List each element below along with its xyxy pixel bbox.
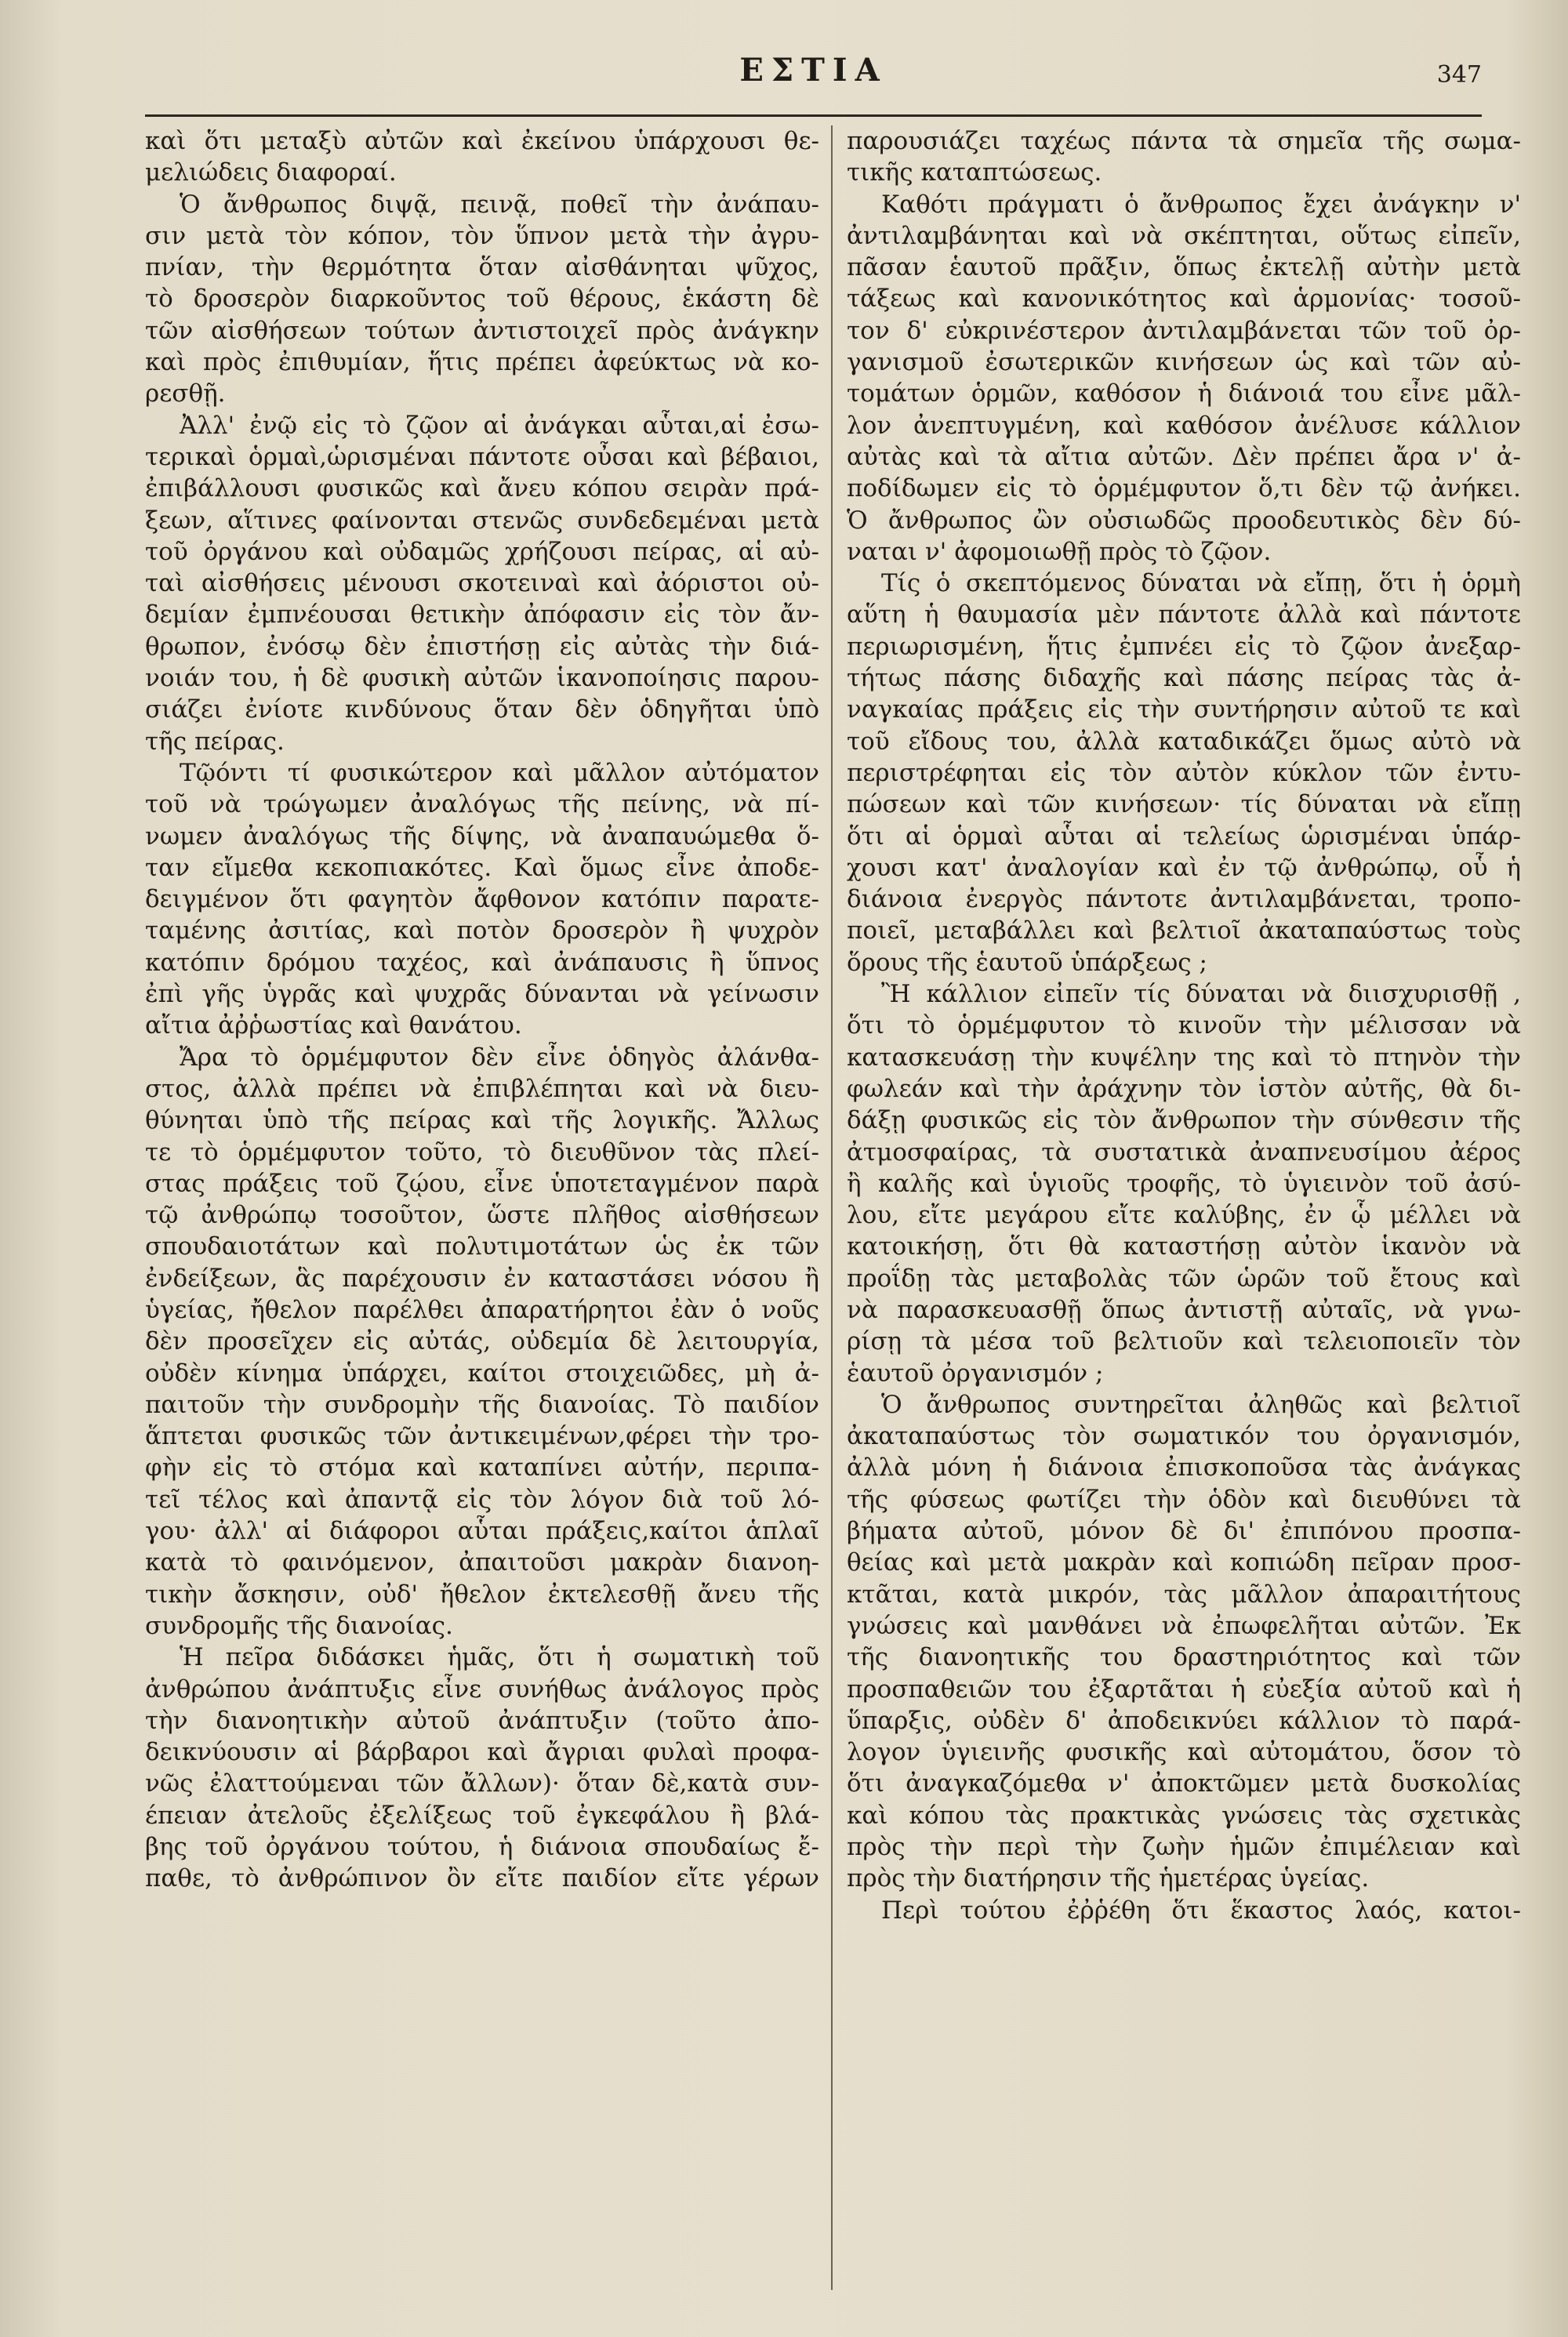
text-line: ποδίδωμεν εἰς τὸ ὁρμέμφυτον ὅ,τι δὲν τῷ ἀνήκει.	[847, 474, 1521, 503]
text-line: δάξῃ φυσικῶς εἰς τὸν ἄνθρωπον τὴν σύνθεσιν τῆς	[847, 1106, 1521, 1135]
text-line: καὶ ὅτι μεταξὺ αὐτῶν καὶ ἐκείνου ὑπάρχουσι θε-	[145, 127, 819, 155]
text-line: στος, ἀλλὰ πρέπει νὰ ἐπιβλέπηται καὶ νὰ διευ-	[145, 1074, 819, 1103]
text-line: αὐτὰς καὶ τὰ αἴτια αὐτῶν. Δὲν πρέπει ἄρα ν' ἀ-	[847, 442, 1521, 471]
text-line: ὅτι αἱ ὁρμαὶ αὗται αἱ τελείως ὡρισμέναι ὑπάρ-	[847, 822, 1521, 851]
text-line: ὕπαρξις, οὐδὲν δ' ἀποδεικνύει κάλλιον τὸ παρά-	[847, 1706, 1521, 1735]
text-line: φὴν εἰς τὸ στόμα καὶ καταπίνει αὐτήν, περιπα-	[145, 1453, 819, 1482]
text-line: ἑαυτοῦ ὀργανισμόν ;	[847, 1359, 1104, 1388]
text-line: καὶ κόπου τὰς πρακτικὰς γνώσεις τὰς σχετικὰς	[847, 1801, 1521, 1830]
text-line: οὐδὲν κίνημα ὑπάρχει, καίτοι στοιχειῶδες, μὴ ἀ-	[145, 1359, 819, 1388]
text-line: ὅτι ἀναγκαζόμεθα ν' ἀποκτῶμεν μετὰ δυσκολίας	[847, 1769, 1521, 1798]
text-line: Ἢ κάλλιον εἰπεῖν τίς δύναται νὰ διισχυρισθῇ ,	[881, 980, 1521, 1009]
text-line: πᾶσαν ἑαυτοῦ πρᾶξιν, ὅπως ἐκτελῇ αὐτὴν μετὰ	[847, 253, 1521, 282]
text-line: θρωπον, ἐνόσῳ δὲν ἐπιστήσῃ εἰς αὐτὰς τὴν διά-	[145, 632, 819, 661]
journal-title: ΕΣΤΙΑ	[739, 52, 887, 89]
text-line: ξεων, αἵτινες φαίνονται στενῶς συνδεδεμέναι μετὰ	[145, 506, 819, 535]
text-line: σπουδαιοτάτων καὶ πολυτιμοτάτων ὡς ἐκ τῶν	[145, 1232, 819, 1261]
text-line: χουσι κατ' ἀναλογίαν καὶ ἐν τῷ ἀνθρώπῳ, οὗ ἡ	[847, 853, 1521, 882]
text-line: τῶν αἰσθήσεων τούτων ἀντιστοιχεῖ πρὸς ἀνάγκην	[145, 316, 819, 345]
text-line: πρὸς τὴν διατήρησιν τῆς ἡμετέρας ὑγείας.	[847, 1864, 1370, 1893]
text-line: ρεσθῇ.	[145, 379, 226, 408]
text-line: παρουσιάζει ταχέως πάντα τὰ σημεῖα τῆς σωμα-	[847, 127, 1521, 155]
text-line: τεῖ τέλος καὶ ἀπαντᾷ εἰς τὸν λόγον διὰ τοῦ λό-	[145, 1485, 819, 1514]
text-line: σιάζει ἐνίοτε κινδύνους ὅταν δὲν ὁδηγῆται ὑπὸ	[145, 695, 819, 724]
text-line: τῆς διανοητικῆς του δραστηριότητος καὶ τῶν	[847, 1643, 1521, 1672]
text-line: τήτως πάσης διδαχῆς καὶ πάσης πείρας τὰς ἀ-	[847, 664, 1521, 693]
text-line: ὅτι τὸ ὁρμέμφυτον τὸ κινοῦν τὴν μέλισσαν νὰ	[847, 1011, 1521, 1040]
text-line: γου· ἀλλ' αἱ διάφοροι αὗται πράξεις,καίτοι ἁπλαῖ	[145, 1517, 819, 1546]
text-line: βήματα αὐτοῦ, μόνον δὲ δι' ἐπιπόνου προσπα-	[847, 1517, 1521, 1546]
text-line: διάνοια ἐνεργὸς πάντοτε ἀντιλαμβάνεται, τροπο-	[847, 885, 1521, 914]
text-line: ποιεῖ, μεταβάλλει καὶ βελτιοῖ ἀκαταπαύστως τοὺς	[847, 916, 1521, 945]
text-line: περιστρέφηται εἰς τὸν αὐτὸν κύκλον τῶν ἐντυ-	[847, 758, 1521, 787]
text-line: ταν εἴμεθα κεκοπιακότες. Καὶ ὅμως εἶνε ἀποδε-	[145, 853, 819, 882]
text-line: παιτοῦν τὴν συνδρομὴν τῆς διανοίας. Τὸ παιδίον	[145, 1390, 819, 1419]
text-line: δὲν προσεῖχεν εἰς αὐτάς, οὐδεμία δὲ λειτουργία,	[145, 1327, 819, 1356]
text-line: συνδρομῆς τῆς διανοίας.	[145, 1611, 453, 1640]
left-column	[145, 125, 819, 2306]
text-line: τε τὸ ὁρμέμφυτον τοῦτο, τὸ διευθῦνον τὰς πλεί-	[145, 1138, 819, 1167]
text-line: νὰ παρασκευασθῇ ὅπως ἀντιστῇ αὐταῖς, νὰ γνω-	[847, 1295, 1521, 1324]
text-line: έπειαν ἀτελοῦς ἐξελίξεως τοῦ ἐγκεφάλου ἢ βλά-	[145, 1801, 819, 1830]
page-header	[145, 45, 1482, 93]
text-line: γανισμοῦ ἐσωτερικῶν κινήσεων ὡς καὶ τῶν αὐ-	[847, 348, 1521, 377]
text-line: ὑγείας, ἤθελον παρέλθει ἀπαρατήρητοι ἐὰν ὁ νοῦς	[145, 1295, 819, 1324]
text-line: βης τοῦ ὀργάνου τούτου, ἡ διάνοια σπουδαίως ἔ-	[145, 1833, 819, 1862]
text-line: περιωρισμένη, ἥτις ἐμπνέει εἰς τὸ ζῷον ἀνεξαρ-	[847, 632, 1521, 661]
text-line: ταμένης ἀσιτίας, καὶ ποτὸν δροσερὸν ἢ ψυχρὸν	[145, 916, 819, 945]
text-line: νῶς ἐλαττούμεναι τῶν ἄλλων)· ὅταν δὲ,κατὰ συν-	[145, 1769, 819, 1798]
text-line: ρίσῃ τὰ μέσα τοῦ βελτιοῦν καὶ τελειοποιεῖν τὸν	[847, 1327, 1521, 1356]
text-line: θύνηται ὑπὸ τῆς πείρας καὶ τῆς λογικῆς. Ἄλλως	[145, 1106, 819, 1135]
text-line: παθε, τὸ ἀνθρώπινον ὂν εἴτε παιδίον εἴτε γέρων	[145, 1864, 819, 1893]
text-line: προΐδῃ τὰς μεταβολὰς τῶν ὡρῶν τοῦ ἔτους καὶ	[847, 1264, 1521, 1293]
text-line: φωλεάν καὶ τὴν ἀράχνην τὸν ἱστὸν αὐτῆς, θὰ δι-	[847, 1074, 1521, 1103]
text-line: πνίαν, τὴν θερμότητα ὅταν αἰσθάνηται ψῦχος,	[145, 253, 819, 282]
text-line: ναγκαίας πράξεις εἰς τὴν συντήρησιν αὐτοῦ τε καὶ	[847, 695, 1521, 724]
text-line: δεικνύουσιν αἱ βάρβαροι καὶ ἄγριαι φυλαὶ προφα-	[145, 1738, 819, 1767]
text-line: Ὁ ἄνθρωπος συντηρεῖται ἀληθῶς καὶ βελτιοῖ	[881, 1390, 1521, 1419]
text-line: ἀτμοσφαίρας, τὰ συστατικὰ ἀναπνευσίμου ἀέρος	[847, 1138, 1521, 1167]
page-number: 347	[1436, 61, 1482, 89]
text-line: καὶ πρὸς ἐπιθυμίαν, ἥτις πρέπει ἀφεύκτως νὰ κο-	[145, 348, 819, 377]
text-line: Ἄρα τὸ ὁρμέμφυτον δὲν εἶνε ὁδηγὸς ἀλάνθα-	[180, 1043, 819, 1072]
text-line: ἐπιβάλλουσι φυσικῶς καὶ ἄνευ κόπου σειρὰν πρά-	[145, 474, 819, 503]
text-line: ναται ν' ἀφομοιωθῇ πρὸς τὸ ζῷον.	[847, 537, 1272, 566]
right-column	[847, 125, 1521, 2306]
text-line: τὴν διανοητικὴν αὐτοῦ ἀνάπτυξιν (τοῦτο ἀπο-	[145, 1706, 819, 1735]
text-line: προσπαθειῶν του ἐξαρτᾶται ἡ εὐεξία αὐτοῦ καὶ ἡ	[847, 1675, 1521, 1704]
text-line: κατοικήσῃ, ὅτι θὰ καταστήσῃ αὐτὸν ἱκανὸν νὰ	[847, 1232, 1521, 1261]
text-line: Ἡ πεῖρα διδάσκει ἡμᾶς, ὅτι ἡ σωματικὴ τοῦ	[180, 1643, 819, 1672]
text-line: ἀκαταπαύστως τὸν σωματικόν του ὀργανισμόν,	[847, 1422, 1521, 1451]
text-line: τὸ δροσερὸν διαρκοῦντος τοῦ θέρους, ἑκάστη δὲ	[145, 285, 819, 314]
text-line: ταὶ αἰσθήσεις μένουσι σκοτειναὶ καὶ ἀόριστοι οὐ-	[145, 569, 819, 598]
text-line: Ὁ ἄνθρωπος διψᾷ, πεινᾷ, ποθεῖ τὴν ἀνάπαυ-	[180, 190, 819, 219]
text-line: τοῦ νὰ τρώγωμεν ἀναλόγως τῆς πείνης, νὰ πί-	[145, 790, 819, 819]
text-line: δεμίαν ἐμπνέουσαι θετικὴν ἀπόφασιν εἰς τὸν ἄν-	[145, 601, 819, 630]
text-line: ἢ καλῆς καὶ ὑγιοῦς τροφῆς, τὸ ὑγιεινὸν τοῦ ἀσύ-	[847, 1169, 1521, 1198]
text-line: ἅπτεται φυσικῶς τῶν ἀντικειμένων,φέρει τὴν τρο-	[145, 1422, 819, 1451]
text-line: αὕτη ἡ θαυμασία μὲν πάντοτε ἀλλὰ καὶ πάντοτε	[847, 601, 1521, 630]
text-line: Περὶ τούτου ἐῤῥέθη ὅτι ἕκαστος λαός, κατοι-	[881, 1896, 1521, 1925]
text-line: στας πράξεις τοῦ ζῴου, εἶνε ὑποτεταγμένον παρὰ	[145, 1169, 819, 1198]
text-line: κατασκευάσῃ τὴν κυψέλην της καὶ τὸ πτηνὸν τὴν	[847, 1043, 1521, 1072]
text-line: τικὴν ἄσκησιν, οὐδ' ἤθελον ἐκτελεσθῇ ἄνευ τῆς	[145, 1580, 819, 1609]
text-line: σιν μετὰ τὸν κόπον, τὸν ὕπνον μετὰ τὴν ἀγρυ-	[145, 221, 819, 250]
text-line: μελιώδεις διαφοραί.	[145, 158, 397, 187]
text-line: δειγμένον ὅτι φαγητὸν ἄφθονον κατόπιν παρατε-	[145, 885, 819, 914]
text-line: θείας καὶ μετὰ μακρὰν καὶ κοπιώδη πεῖραν προσ-	[847, 1548, 1521, 1577]
text-line: τερικαὶ ὁρμαὶ,ὡρισμέναι πάντοτε οὖσαι καὶ βέβαιοι,	[145, 442, 819, 471]
text-line: τικῆς καταπτώσεως.	[847, 158, 1102, 187]
text-line: ἐνδείξεων, ἃς παρέχουσιν ἐν καταστάσει νόσου ἢ	[145, 1264, 819, 1293]
text-line: τῆς φύσεως φωτίζει τὴν ὁδὸν καὶ διευθύνει τὰ	[847, 1485, 1521, 1514]
text-line: λον ἀνεπτυγμένη, καὶ καθόσον ἀνέλυσε κάλλιον	[847, 411, 1521, 440]
text-line: νωμεν ἀναλόγως τῆς δίψης, νὰ ἀναπαυώμεθα ὅ-	[145, 822, 819, 851]
text-line: τοῦ ὀργάνου καὶ οὐδαμῶς χρήζουσι πείρας, αἱ αὐ-	[145, 537, 819, 566]
text-line: ἀλλὰ μόνη ἡ διάνοια ἐπισκοποῦσα τὰς ἀνάγκας	[847, 1453, 1521, 1482]
text-line: Ἀλλ' ἐνῷ εἰς τὸ ζῷον αἱ ἀνάγκαι αὗται,αἱ ἐσω-	[180, 411, 819, 440]
text-line: κατὰ τὸ φαινόμενον, ἀπαιτοῦσι μακρὰν διανοη-	[145, 1548, 819, 1577]
text-line: Ὁ ἄνθρωπος ὢν οὐσιωδῶς προοδευτικὸς δὲν δύ-	[847, 506, 1521, 535]
text-line: ἀνθρώπου ἀνάπτυξις εἶνε συνήθως ἀνάλογος πρὸς	[145, 1675, 819, 1704]
text-line: τομάτων ὁρμῶν, καθόσον ἡ διάνοιά του εἶνε μᾶλ-	[847, 379, 1521, 408]
text-line: αἴτια ἀῤῥωστίας καὶ θανάτου.	[145, 1011, 522, 1040]
text-line: γνώσεις καὶ μανθάνει νὰ ἐπωφελῆται αὐτῶν. Ἐκ	[847, 1611, 1521, 1640]
text-line: νοιάν του, ἡ δὲ φυσικὴ αὐτῶν ἱκανοποίησις παρου-	[145, 664, 819, 693]
text-line: λογον ὑγιεινῆς φυσικῆς καὶ αὐτομάτου, ὅσον τὸ	[847, 1738, 1521, 1767]
text-line: ἐπὶ γῆς ὑγρᾶς καὶ ψυχρᾶς δύνανται νὰ γείνωσιν	[145, 980, 819, 1009]
text-line: κτᾶται, κατὰ μικρόν, τὰς μᾶλλον ἀπαραιτήτους	[847, 1580, 1521, 1609]
text-line: κατόπιν δρόμου ταχέος, καὶ ἀνάπαυσις ἢ ὕπνος	[145, 948, 819, 977]
text-line: Καθότι πράγματι ὁ ἄνθρωπος ἔχει ἀνάγκην ν'	[881, 190, 1521, 219]
text-line: λου, εἴτε μεγάρου εἴτε καλύβης, ἐν ᾧ μέλλει νὰ	[847, 1201, 1521, 1230]
text-line: πώσεων καὶ τῶν κινήσεων· τίς δύναται νὰ εἴπῃ	[847, 790, 1521, 819]
text-line: ὅρους τῆς ἑαυτοῦ ὑπάρξεως ;	[847, 948, 1207, 977]
text-line: πρὸς τὴν περὶ τὴν ζωὴν ἡμῶν ἐπιμέλειαν καὶ	[847, 1833, 1521, 1862]
text-line: Τῷόντι τί φυσικώτερον καὶ μᾶλλον αὐτόματον	[180, 758, 819, 787]
text-line: Τίς ὁ σκεπτόμενος δύναται νὰ εἴπῃ, ὅτι ἡ ὁρμὴ	[881, 569, 1521, 598]
header-rule	[145, 114, 1482, 117]
column-divider	[831, 125, 833, 2290]
text-line: τῷ ἀνθρώπῳ τοσοῦτον, ὥστε πλῆθος αἰσθήσεων	[145, 1201, 819, 1230]
text-line: τάξεως καὶ κανονικότητος καὶ ἁρμονίας· τοσοῦ-	[847, 285, 1521, 314]
text-line: τῆς πείρας.	[145, 727, 285, 756]
text-line: τοῦ εἴδους του, ἀλλὰ καταδικάζει ὅμως αὐτὸ νὰ	[847, 727, 1521, 756]
text-line: ἀντιλαμβάνηται καὶ νὰ σκέπτηται, οὕτως εἰπεῖν,	[847, 221, 1521, 250]
text-line: τον δ' εὐκρινέστερον ἀντιλαμβάνεται τῶν τοῦ ὀρ-	[847, 316, 1521, 345]
